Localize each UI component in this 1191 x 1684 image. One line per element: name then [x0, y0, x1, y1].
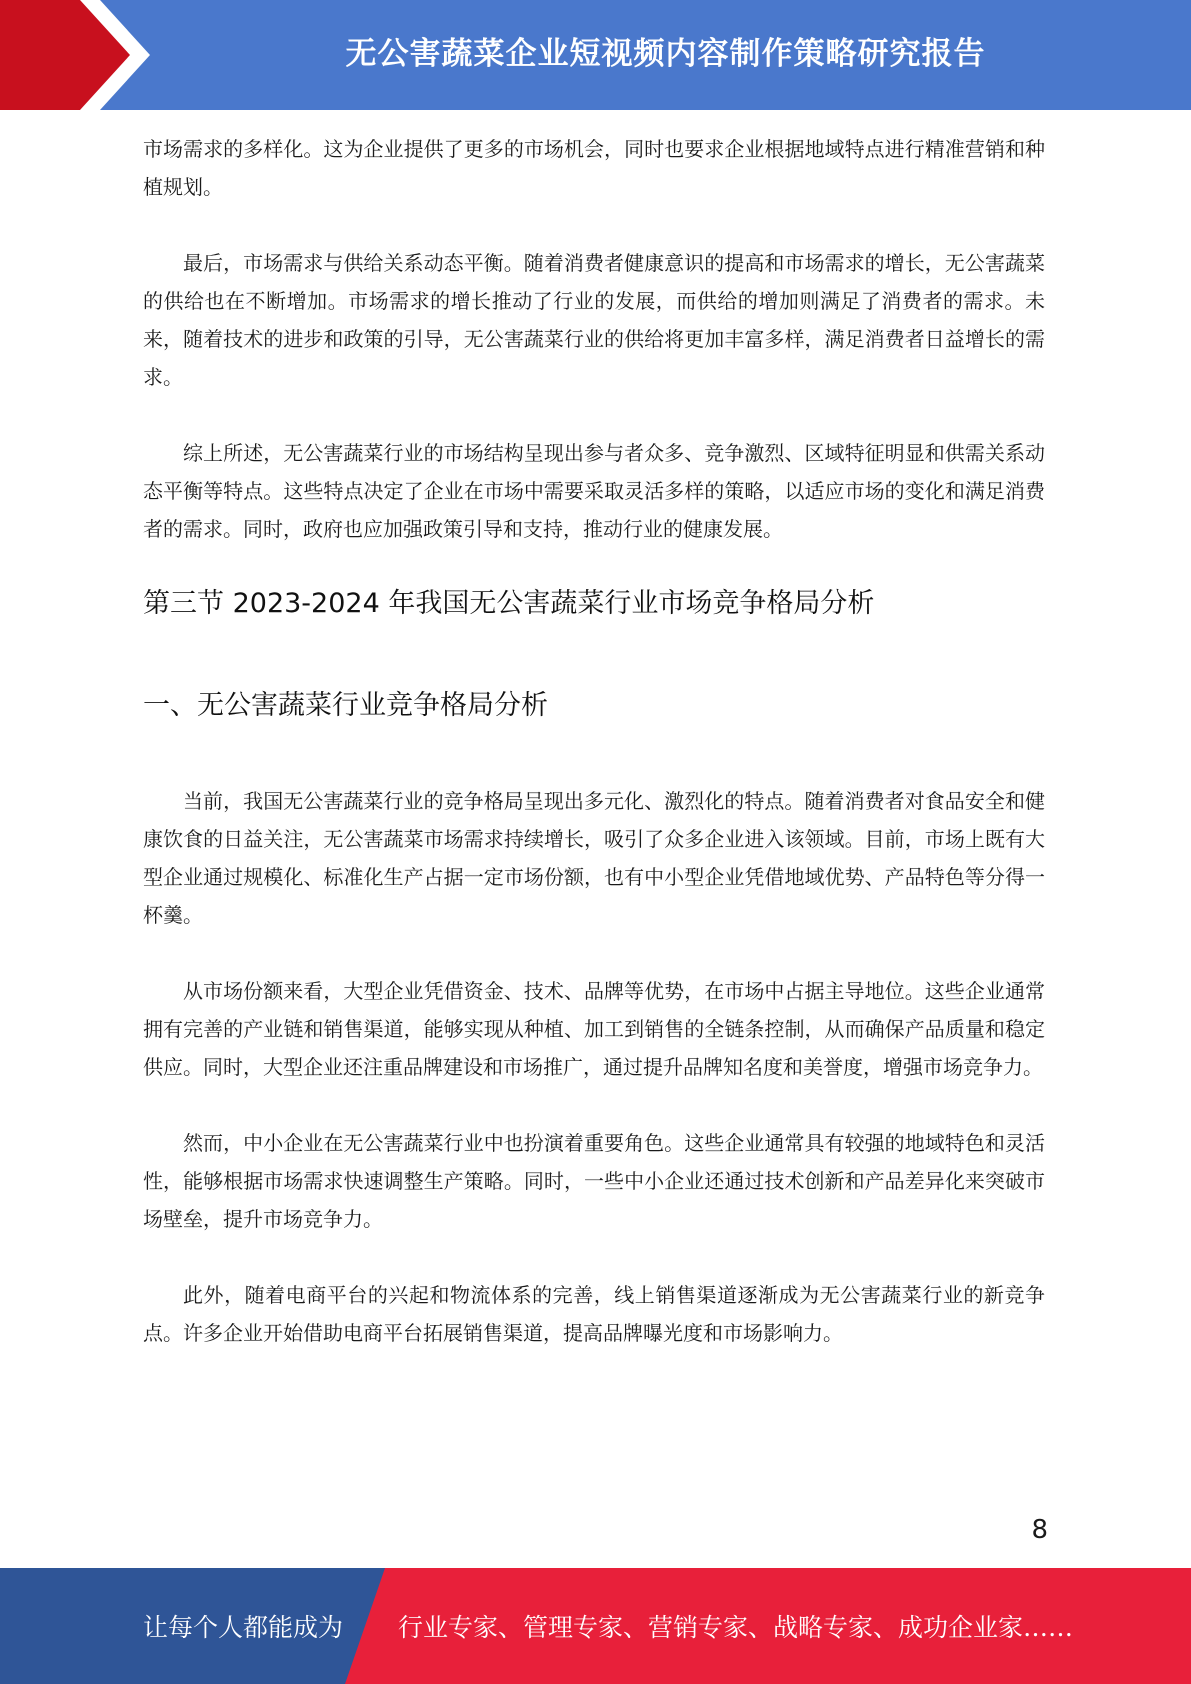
subsection-heading: 一、无公害蔬菜行业竞争格局分析 [143, 690, 548, 721]
page-header [0, 0, 1191, 110]
document-body [143, 130, 1045, 1352]
footer-slogan-left: 让每个人都能成为 [143, 1613, 344, 1642]
footer-slogan-right: 行业专家、管理专家、营销专家、战略专家、成功企业家…… [398, 1613, 1074, 1642]
page-number: 8 [1031, 1515, 1048, 1545]
paragraph-2: 最后，市场需求与供给关系动态平衡。随着消费者健康意识的提高和市场需求的增长，无公害蔬菜的供给也在不断增加。市场需求的增长推动了行业的发展，而供给的增加则满足了消费者的需求。未来，随着技术的进步和政策的引导，无公害蔬菜行业的供给将更加丰富多样，满足消费者日益增长的需求。 [143, 251, 1045, 389]
paragraph-6: 然而，中小企业在无公害蔬菜行业中也扮演着重要角色。这些企业通常具有较强的地域特色和灵活性，能够根据市场需求快速调整生产策略。同时，一些中小企业还通过技术创新和产品差异化来突破市场壁垒，提升市场竞争力。 [143, 1131, 1045, 1231]
paragraph-4: 当前，我国无公害蔬菜行业的竞争格局呈现出多元化、激烈化的特点。随着消费者对食品安全和健康饮食的日益关注，无公害蔬菜市场需求持续增长，吸引了众多企业进入该领域。目前，市场上既有大型企业通过规模化、标准化生产占据一定市场份额，也有中小型企业凭借地域优势、产品特色等分得一杯羹。 [143, 789, 1045, 927]
paragraph-1: 市场需求的多样化。这为企业提供了更多的市场机会，同时也要求企业根据地域特点进行精准营销和种植规划。 [143, 137, 1045, 199]
header-title: 无公害蔬菜企业短视频内容制作策略研究报告 [345, 35, 986, 72]
page-footer [0, 1568, 1191, 1684]
section-heading: 第三节 2023-2024 年我国无公害蔬菜行业市场竞争格局分析 [143, 588, 875, 619]
paragraph-3: 综上所述，无公害蔬菜行业的市场结构呈现出参与者众多、竞争激烈、区域特征明显和供需关系动态平衡等特点。这些特点决定了企业在市场中需要采取灵活多样的策略，以适应市场的变化和满足消费者的需求。同时，政府也应加强政策引导和支持，推动行业的健康发展。 [143, 441, 1045, 541]
paragraph-5: 从市场份额来看，大型企业凭借资金、技术、品牌等优势，在市场中占据主导地位。这些企业通常拥有完善的产业链和销售渠道，能够实现从种植、加工到销售的全链条控制，从而确保产品质量和稳定供应。同时，大型企业还注重品牌建设和市场推广，通过提升品牌知名度和美誉度，增强市场竞争力。 [143, 979, 1045, 1079]
paragraph-7: 此外，随着电商平台的兴起和物流体系的完善，线上销售渠道逐渐成为无公害蔬菜行业的新竞争点。许多企业开始借助电商平台拓展销售渠道，提高品牌曝光度和市场影响力。 [143, 1283, 1045, 1345]
